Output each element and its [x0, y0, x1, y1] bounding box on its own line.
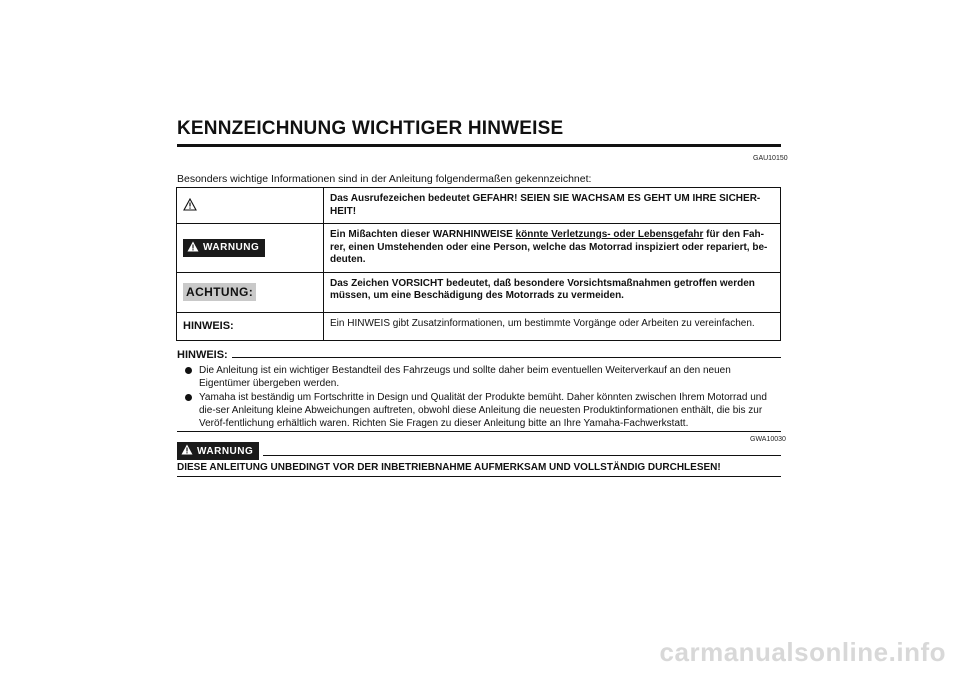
divider [263, 455, 781, 456]
note-heading-label: HINWEIS: [177, 349, 228, 361]
final-warning-text: DIESE ANLEITUNG UNBEDINGT VOR DER INBETRIEBNAHME AUFMERKSAM UND VOLLSTÄNDIG DURCHLESEN! [177, 462, 781, 477]
warning-badge-label: WARNUNG [197, 445, 254, 457]
symbol-cell [177, 272, 324, 312]
list-item-text: Yamaha ist beständig um Fortschritte in Design und Qualität der Produkte bemüht. Daher könnten zwischen Ihrem Motorrad und die-ser Anleitung kleine Abweichungen auftreten, obwohl diese Anleitung die neuesten Produktinformationen enthält, die bis zur Veröf-fentlichung erhältlich waren. Richten Sie Fragen zu dieser Anleitung bitte an Ihre Yamaha-Fachwerkstatt. [199, 392, 767, 429]
note-heading [177, 349, 781, 361]
intro-text: Besonders wichtige Informationen sind in der Anleitung folgendermaßen gekennzeichnet: [177, 173, 592, 185]
symbol-cell [177, 224, 324, 273]
legend-text-part: für den Fah-rer, einen Umstehenden oder eine Person, welche das Motorrad inspiziert oder repariert, be-deuten. [330, 229, 768, 265]
legend-row-caution [177, 272, 781, 312]
page-title: KENNZEICHNUNG WICHTIGER HINWEISE [177, 118, 781, 147]
warning-badge [177, 442, 259, 460]
list-item-text: Die Anleitung ist ein wichtiger Bestandteil des Fahrzeugs und sollte daher beim eventuellen Weiterverkauf an den neuen Eigentümer übergeben werden. [199, 365, 731, 389]
legend-row-warning [177, 224, 781, 273]
legend-text-part: Ein Mißachten dieser WARNHINWEISE [330, 229, 516, 240]
warning-triangle-icon [183, 203, 197, 214]
legend-row-note [177, 312, 781, 340]
warning-heading [177, 442, 781, 460]
legend-description: Das Ausrufezeichen bedeutet GEFAHR! SEIEN SIE WACHSAM ES GEHT UM IHRE SICHER-HEIT! [324, 188, 781, 224]
caution-badge: ACHTUNG: [183, 283, 256, 301]
legend-description [324, 224, 781, 273]
note-bullet-list [185, 364, 781, 431]
warning-badge [183, 239, 265, 257]
symbol-legend-table [176, 187, 781, 341]
legend-description: Das Zeichen VORSICHT bedeutet, daß besondere Vorsichtsmaßnahmen getroffen werden müssen, um eine Beschädigung des Motorrads zu vermeiden. [324, 272, 781, 312]
divider [177, 431, 781, 432]
list-item [185, 364, 781, 390]
symbol-cell [177, 312, 324, 340]
list-item [185, 391, 781, 430]
symbol-cell [177, 188, 324, 224]
legend-description: Ein HINWEIS gibt Zusatzinformationen, um bestimmte Vorgänge oder Arbeiten zu vereinfachen. [324, 312, 781, 340]
warning-triangle-icon [181, 444, 193, 458]
bullet-icon [185, 367, 192, 374]
bullet-icon [185, 394, 192, 401]
watermark: carmanualsonline.info [659, 637, 946, 667]
warning-triangle-icon [187, 241, 199, 255]
legend-row-danger [177, 188, 781, 224]
divider [232, 357, 781, 358]
legend-text-underlined: könnte Verletzungs- oder Lebensgefahr [515, 229, 704, 240]
reference-code: GAU10150 [753, 155, 788, 162]
note-label: HINWEIS: [183, 320, 234, 332]
reference-code: GWA10030 [750, 436, 786, 443]
warning-badge-label: WARNUNG [203, 242, 260, 254]
